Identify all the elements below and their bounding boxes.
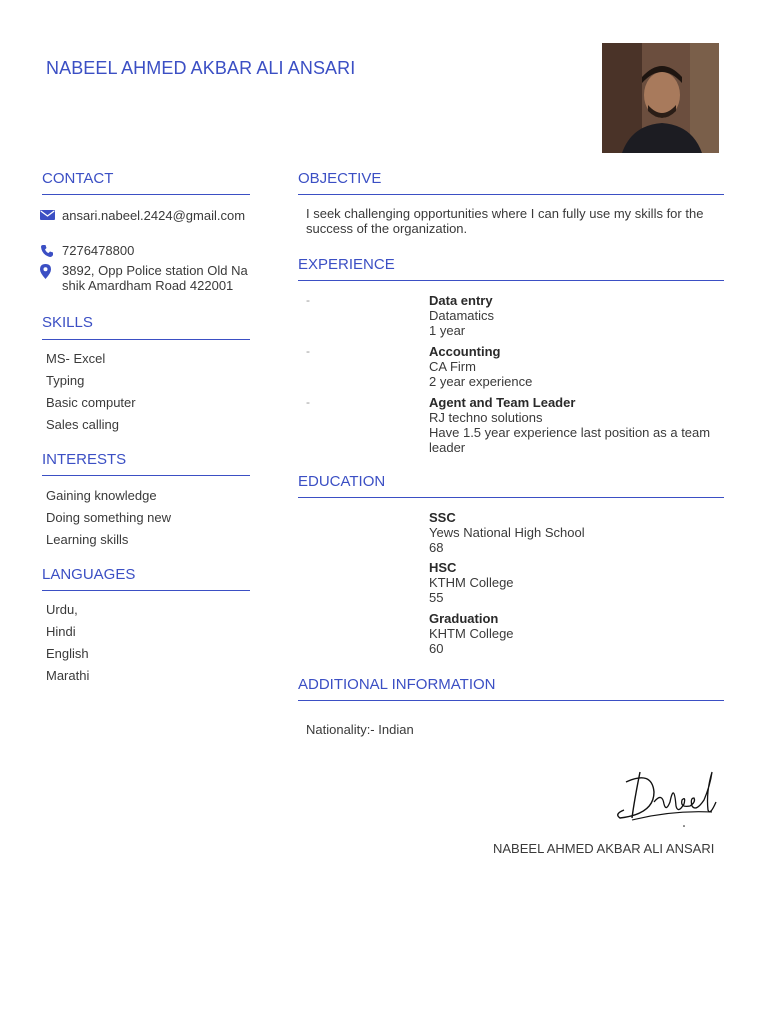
interest-item: Doing something new — [46, 510, 172, 525]
experience-entry — [429, 293, 729, 338]
contact-phone — [40, 243, 250, 258]
experience-heading: EXPERIENCE — [298, 256, 395, 273]
interests-heading: INTERESTS — [42, 451, 127, 468]
education-divider — [298, 497, 724, 498]
education-org: Yews National High School — [429, 525, 585, 540]
map-pin-icon — [40, 263, 62, 293]
language-item: Urdu, — [46, 602, 78, 617]
education-entry — [429, 560, 729, 605]
language-item: Marathi — [46, 668, 90, 683]
education-title: HSC — [429, 560, 457, 575]
education-score: 60 — [429, 641, 444, 656]
phone-text: 7276478800 — [62, 243, 135, 258]
education-title: Graduation — [429, 611, 499, 626]
languages-heading: LANGUAGES — [42, 566, 136, 583]
experience-title: Data entry — [429, 293, 493, 308]
profile-photo — [602, 43, 719, 153]
interests-divider — [42, 475, 250, 476]
signature-name: NABEEL AHMED AKBAR ALI ANSARI — [493, 841, 715, 856]
nationality-text: Nationality:- Indian — [306, 722, 414, 737]
contact-email — [40, 208, 250, 223]
experience-dash: - — [306, 344, 310, 358]
contact-heading: CONTACT — [42, 170, 114, 187]
experience-divider — [298, 280, 724, 281]
experience-org: CA Firm — [429, 359, 476, 374]
education-score: 55 — [429, 590, 444, 605]
experience-entry — [429, 344, 729, 389]
skills-heading: SKILLS — [42, 314, 93, 331]
interest-item: Learning skills — [46, 532, 129, 547]
language-item: English — [46, 646, 89, 661]
experience-title: Agent and Team Leader — [429, 395, 576, 410]
education-entry — [429, 611, 729, 656]
experience-title: Accounting — [429, 344, 501, 359]
education-title: SSC — [429, 510, 456, 525]
contact-address — [40, 263, 250, 293]
language-item: Hindi — [46, 624, 76, 639]
interest-item: Gaining knowledge — [46, 488, 157, 503]
objective-text: I seek challenging opportunities where I can fully use my skills for the success of the organization. — [306, 206, 704, 236]
experience-detail: 1 year — [429, 323, 466, 338]
skill-item: Typing — [46, 373, 85, 388]
signature-image — [612, 762, 718, 830]
additional-info-heading: ADDITIONAL INFORMATION — [298, 676, 496, 693]
education-score: 68 — [429, 540, 444, 555]
phone-icon — [40, 243, 62, 258]
skill-item: Basic computer — [46, 395, 136, 410]
education-org: KTHM College — [429, 575, 514, 590]
education-entry — [429, 510, 729, 555]
experience-detail: Have 1.5 year experience last position as a team leader — [429, 425, 711, 455]
profile-photo-image — [602, 43, 719, 153]
envelope-icon — [40, 208, 62, 223]
experience-org: Datamatics — [429, 308, 495, 323]
candidate-name: NABEEL AHMED AKBAR ALI ANSARI — [46, 58, 356, 78]
objective-heading: OBJECTIVE — [298, 170, 382, 187]
experience-dash: - — [306, 293, 310, 307]
address-text: 3892, Opp Police station Old Nashik Amardham Road 422001 — [62, 263, 248, 293]
skill-item: MS- Excel — [46, 351, 106, 366]
additional-info-divider — [298, 700, 724, 701]
education-org: KHTM College — [429, 626, 514, 641]
experience-detail: 2 year experience — [429, 374, 533, 389]
languages-divider — [42, 590, 250, 591]
objective-divider — [298, 194, 724, 195]
education-heading: EDUCATION — [298, 473, 386, 490]
skills-divider — [42, 339, 250, 340]
experience-entry — [429, 395, 729, 455]
contact-divider — [42, 194, 250, 195]
experience-org: RJ techno solutions — [429, 410, 543, 425]
experience-dash: - — [306, 395, 310, 409]
email-text: ansari.nabeel.2424@gmail.com — [62, 208, 246, 223]
skill-item: Sales calling — [46, 417, 119, 432]
